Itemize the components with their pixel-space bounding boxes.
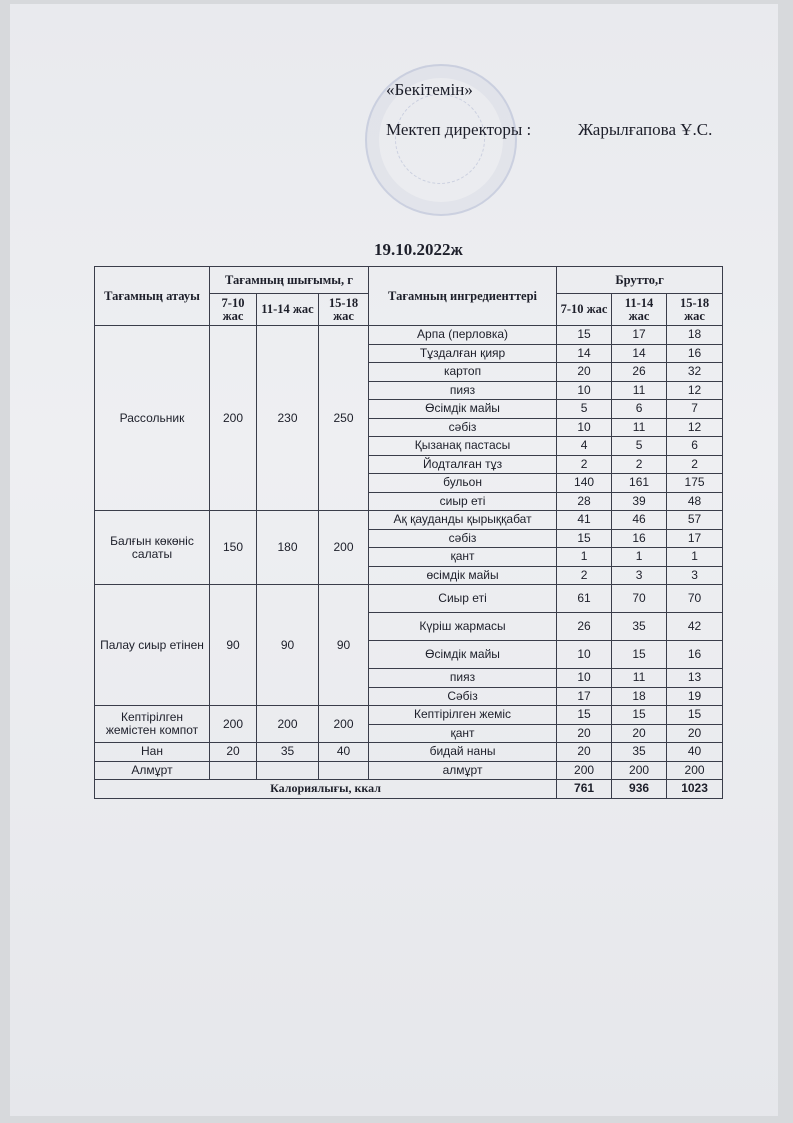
ingredient-brutto: 15 xyxy=(612,641,667,669)
ingredient-brutto: 39 xyxy=(612,492,667,511)
ingredient-name: қант xyxy=(369,724,557,743)
ingredient-name: Күріш жармасы xyxy=(369,613,557,641)
ingredient-brutto: 10 xyxy=(557,641,612,669)
ingredient-brutto: 15 xyxy=(557,326,612,345)
ingredient-brutto: 20 xyxy=(557,724,612,743)
table-row xyxy=(95,511,723,530)
ingredient-brutto: 3 xyxy=(667,566,723,585)
brutto-age-15-18: 15-18 жас xyxy=(667,294,723,326)
ingredient-brutto: 11 xyxy=(612,418,667,437)
dish-output: 250 xyxy=(319,326,369,511)
ingredient-name: Тұздалған қияр xyxy=(369,344,557,363)
menu-table xyxy=(94,266,723,799)
table-row xyxy=(95,326,723,345)
ingredient-brutto: 57 xyxy=(667,511,723,530)
ingredient-brutto: 20 xyxy=(557,363,612,382)
director-name: Жарылғапова Ұ.С. xyxy=(578,120,713,139)
dish-output: 90 xyxy=(257,585,319,706)
output-age-7-10: 7-10 жас xyxy=(210,294,257,326)
ingredient-brutto: 12 xyxy=(667,418,723,437)
dish-output xyxy=(210,761,257,780)
output-age-11-14: 11-14 жас xyxy=(257,294,319,326)
ingredient-brutto: 20 xyxy=(612,724,667,743)
ingredient-brutto: 32 xyxy=(667,363,723,382)
director-label: Мектеп директоры : xyxy=(386,120,532,139)
dish-output: 180 xyxy=(257,511,319,585)
ingredient-brutto: 28 xyxy=(557,492,612,511)
ingredient-name: Ақ қауданды қырыққабат xyxy=(369,511,557,530)
ingredient-brutto: 17 xyxy=(612,326,667,345)
ingredient-brutto: 1 xyxy=(557,548,612,567)
ingredient-brutto: 11 xyxy=(612,381,667,400)
calories-label: Калориялығы, ккал xyxy=(95,780,557,799)
ingredient-brutto: 16 xyxy=(667,344,723,363)
dish-output: 150 xyxy=(210,511,257,585)
ingredient-brutto: 48 xyxy=(667,492,723,511)
ingredient-name: Сиыр еті xyxy=(369,585,557,613)
ingredient-name: өсімдік майы xyxy=(369,566,557,585)
ingredient-brutto: 11 xyxy=(612,669,667,688)
dish-output xyxy=(319,761,369,780)
dish-output: 90 xyxy=(210,585,257,706)
ingredient-brutto: 26 xyxy=(557,613,612,641)
ingredient-name: Сәбіз xyxy=(369,687,557,706)
menu-date: 19.10.2022ж xyxy=(374,240,463,259)
ingredient-name: бидай наны xyxy=(369,743,557,762)
ingredient-brutto: 15 xyxy=(612,706,667,725)
ingredient-brutto: 161 xyxy=(612,474,667,493)
ingredient-brutto: 13 xyxy=(667,669,723,688)
ingredient-brutto: 1 xyxy=(667,548,723,567)
ingredient-name: Арпа (перловка) xyxy=(369,326,557,345)
ingredient-brutto: 16 xyxy=(667,641,723,669)
dish-output: 40 xyxy=(319,743,369,762)
calories-value: 1023 xyxy=(667,780,723,799)
dish-name: Балғын көкөніс салаты xyxy=(95,511,210,585)
ingredient-brutto: 18 xyxy=(612,687,667,706)
table-row xyxy=(95,761,723,780)
menu-body xyxy=(95,326,723,799)
ingredient-brutto: 35 xyxy=(612,613,667,641)
ingredient-brutto: 200 xyxy=(667,761,723,780)
ingredient-name: алмұрт xyxy=(369,761,557,780)
ingredient-brutto: 5 xyxy=(612,437,667,456)
ingredient-brutto: 15 xyxy=(557,706,612,725)
ingredient-brutto: 19 xyxy=(667,687,723,706)
col-output-header: Тағамның шығымы, г xyxy=(210,267,369,294)
table-row xyxy=(95,743,723,762)
ingredient-brutto: 2 xyxy=(557,455,612,474)
ingredient-brutto: 10 xyxy=(557,381,612,400)
dish-output: 230 xyxy=(257,326,319,511)
total-row xyxy=(95,780,723,799)
ingredient-brutto: 200 xyxy=(612,761,667,780)
ingredient-brutto: 20 xyxy=(667,724,723,743)
ingredient-brutto: 6 xyxy=(667,437,723,456)
dish-output: 200 xyxy=(210,706,257,743)
ingredient-name: қант xyxy=(369,548,557,567)
ingredient-name: сиыр еті xyxy=(369,492,557,511)
ingredient-brutto: 15 xyxy=(667,706,723,725)
ingredient-brutto: 10 xyxy=(557,418,612,437)
ingredient-brutto: 42 xyxy=(667,613,723,641)
ingredient-brutto: 4 xyxy=(557,437,612,456)
dish-output xyxy=(257,761,319,780)
calories-value: 761 xyxy=(557,780,612,799)
table-row xyxy=(95,706,723,725)
ingredient-brutto: 16 xyxy=(612,529,667,548)
ingredient-brutto: 41 xyxy=(557,511,612,530)
ingredient-brutto: 5 xyxy=(557,400,612,419)
ingredient-brutto: 14 xyxy=(612,344,667,363)
ingredient-name: Кептірілген жеміс xyxy=(369,706,557,725)
ingredient-brutto: 46 xyxy=(612,511,667,530)
table-row xyxy=(95,585,723,613)
ingredient-brutto: 2 xyxy=(557,566,612,585)
brutto-age-7-10: 7-10 жас xyxy=(557,294,612,326)
ingredient-name: пияз xyxy=(369,381,557,400)
ingredient-name: сәбіз xyxy=(369,529,557,548)
ingredient-brutto: 18 xyxy=(667,326,723,345)
dish-output: 20 xyxy=(210,743,257,762)
ingredient-name: Өсімдік майы xyxy=(369,641,557,669)
col-ingredients-header: Тағамның ингредиенттері xyxy=(369,267,557,326)
ingredient-brutto: 70 xyxy=(667,585,723,613)
ingredient-name: пияз xyxy=(369,669,557,688)
ingredient-brutto: 10 xyxy=(557,669,612,688)
ingredient-brutto: 17 xyxy=(557,687,612,706)
dish-output: 35 xyxy=(257,743,319,762)
ingredient-brutto: 20 xyxy=(557,743,612,762)
dish-name: Палау сиыр етінен xyxy=(95,585,210,706)
ingredient-brutto: 15 xyxy=(557,529,612,548)
ingredient-brutto: 35 xyxy=(612,743,667,762)
dish-output: 90 xyxy=(319,585,369,706)
dish-output: 200 xyxy=(257,706,319,743)
ingredient-brutto: 17 xyxy=(667,529,723,548)
calories-value: 936 xyxy=(612,780,667,799)
ingredient-name: сәбіз xyxy=(369,418,557,437)
ingredient-name: бульон xyxy=(369,474,557,493)
ingredient-brutto: 26 xyxy=(612,363,667,382)
ingredient-brutto: 175 xyxy=(667,474,723,493)
dish-name: Рассольник xyxy=(95,326,210,511)
ingredient-name: Өсімдік майы xyxy=(369,400,557,419)
col-brutto-header: Брутто,г xyxy=(557,267,723,294)
dish-output: 200 xyxy=(210,326,257,511)
ingredient-brutto: 40 xyxy=(667,743,723,762)
ingredient-brutto: 7 xyxy=(667,400,723,419)
output-age-15-18: 15-18 жас xyxy=(319,294,369,326)
ingredient-brutto: 2 xyxy=(612,455,667,474)
dish-name: Кептірілген жемістен компот xyxy=(95,706,210,743)
ingredient-brutto: 70 xyxy=(612,585,667,613)
ingredient-name: картоп xyxy=(369,363,557,382)
dish-output: 200 xyxy=(319,511,369,585)
dish-name: Нан xyxy=(95,743,210,762)
ingredient-brutto: 2 xyxy=(667,455,723,474)
ingredient-brutto: 61 xyxy=(557,585,612,613)
brutto-age-11-14: 11-14 жас xyxy=(612,294,667,326)
ingredient-brutto: 140 xyxy=(557,474,612,493)
ingredient-brutto: 1 xyxy=(612,548,667,567)
approval-title: «Бекітемін» xyxy=(386,80,473,99)
ingredient-brutto: 12 xyxy=(667,381,723,400)
dish-output: 200 xyxy=(319,706,369,743)
ingredient-brutto: 200 xyxy=(557,761,612,780)
ingredient-brutto: 14 xyxy=(557,344,612,363)
ingredient-name: Йодталған тұз xyxy=(369,455,557,474)
ingredient-brutto: 3 xyxy=(612,566,667,585)
ingredient-name: Қызанақ пастасы xyxy=(369,437,557,456)
col-dish-header: Тағамның атауы xyxy=(95,267,210,326)
dish-name: Алмұрт xyxy=(95,761,210,780)
ingredient-brutto: 6 xyxy=(612,400,667,419)
